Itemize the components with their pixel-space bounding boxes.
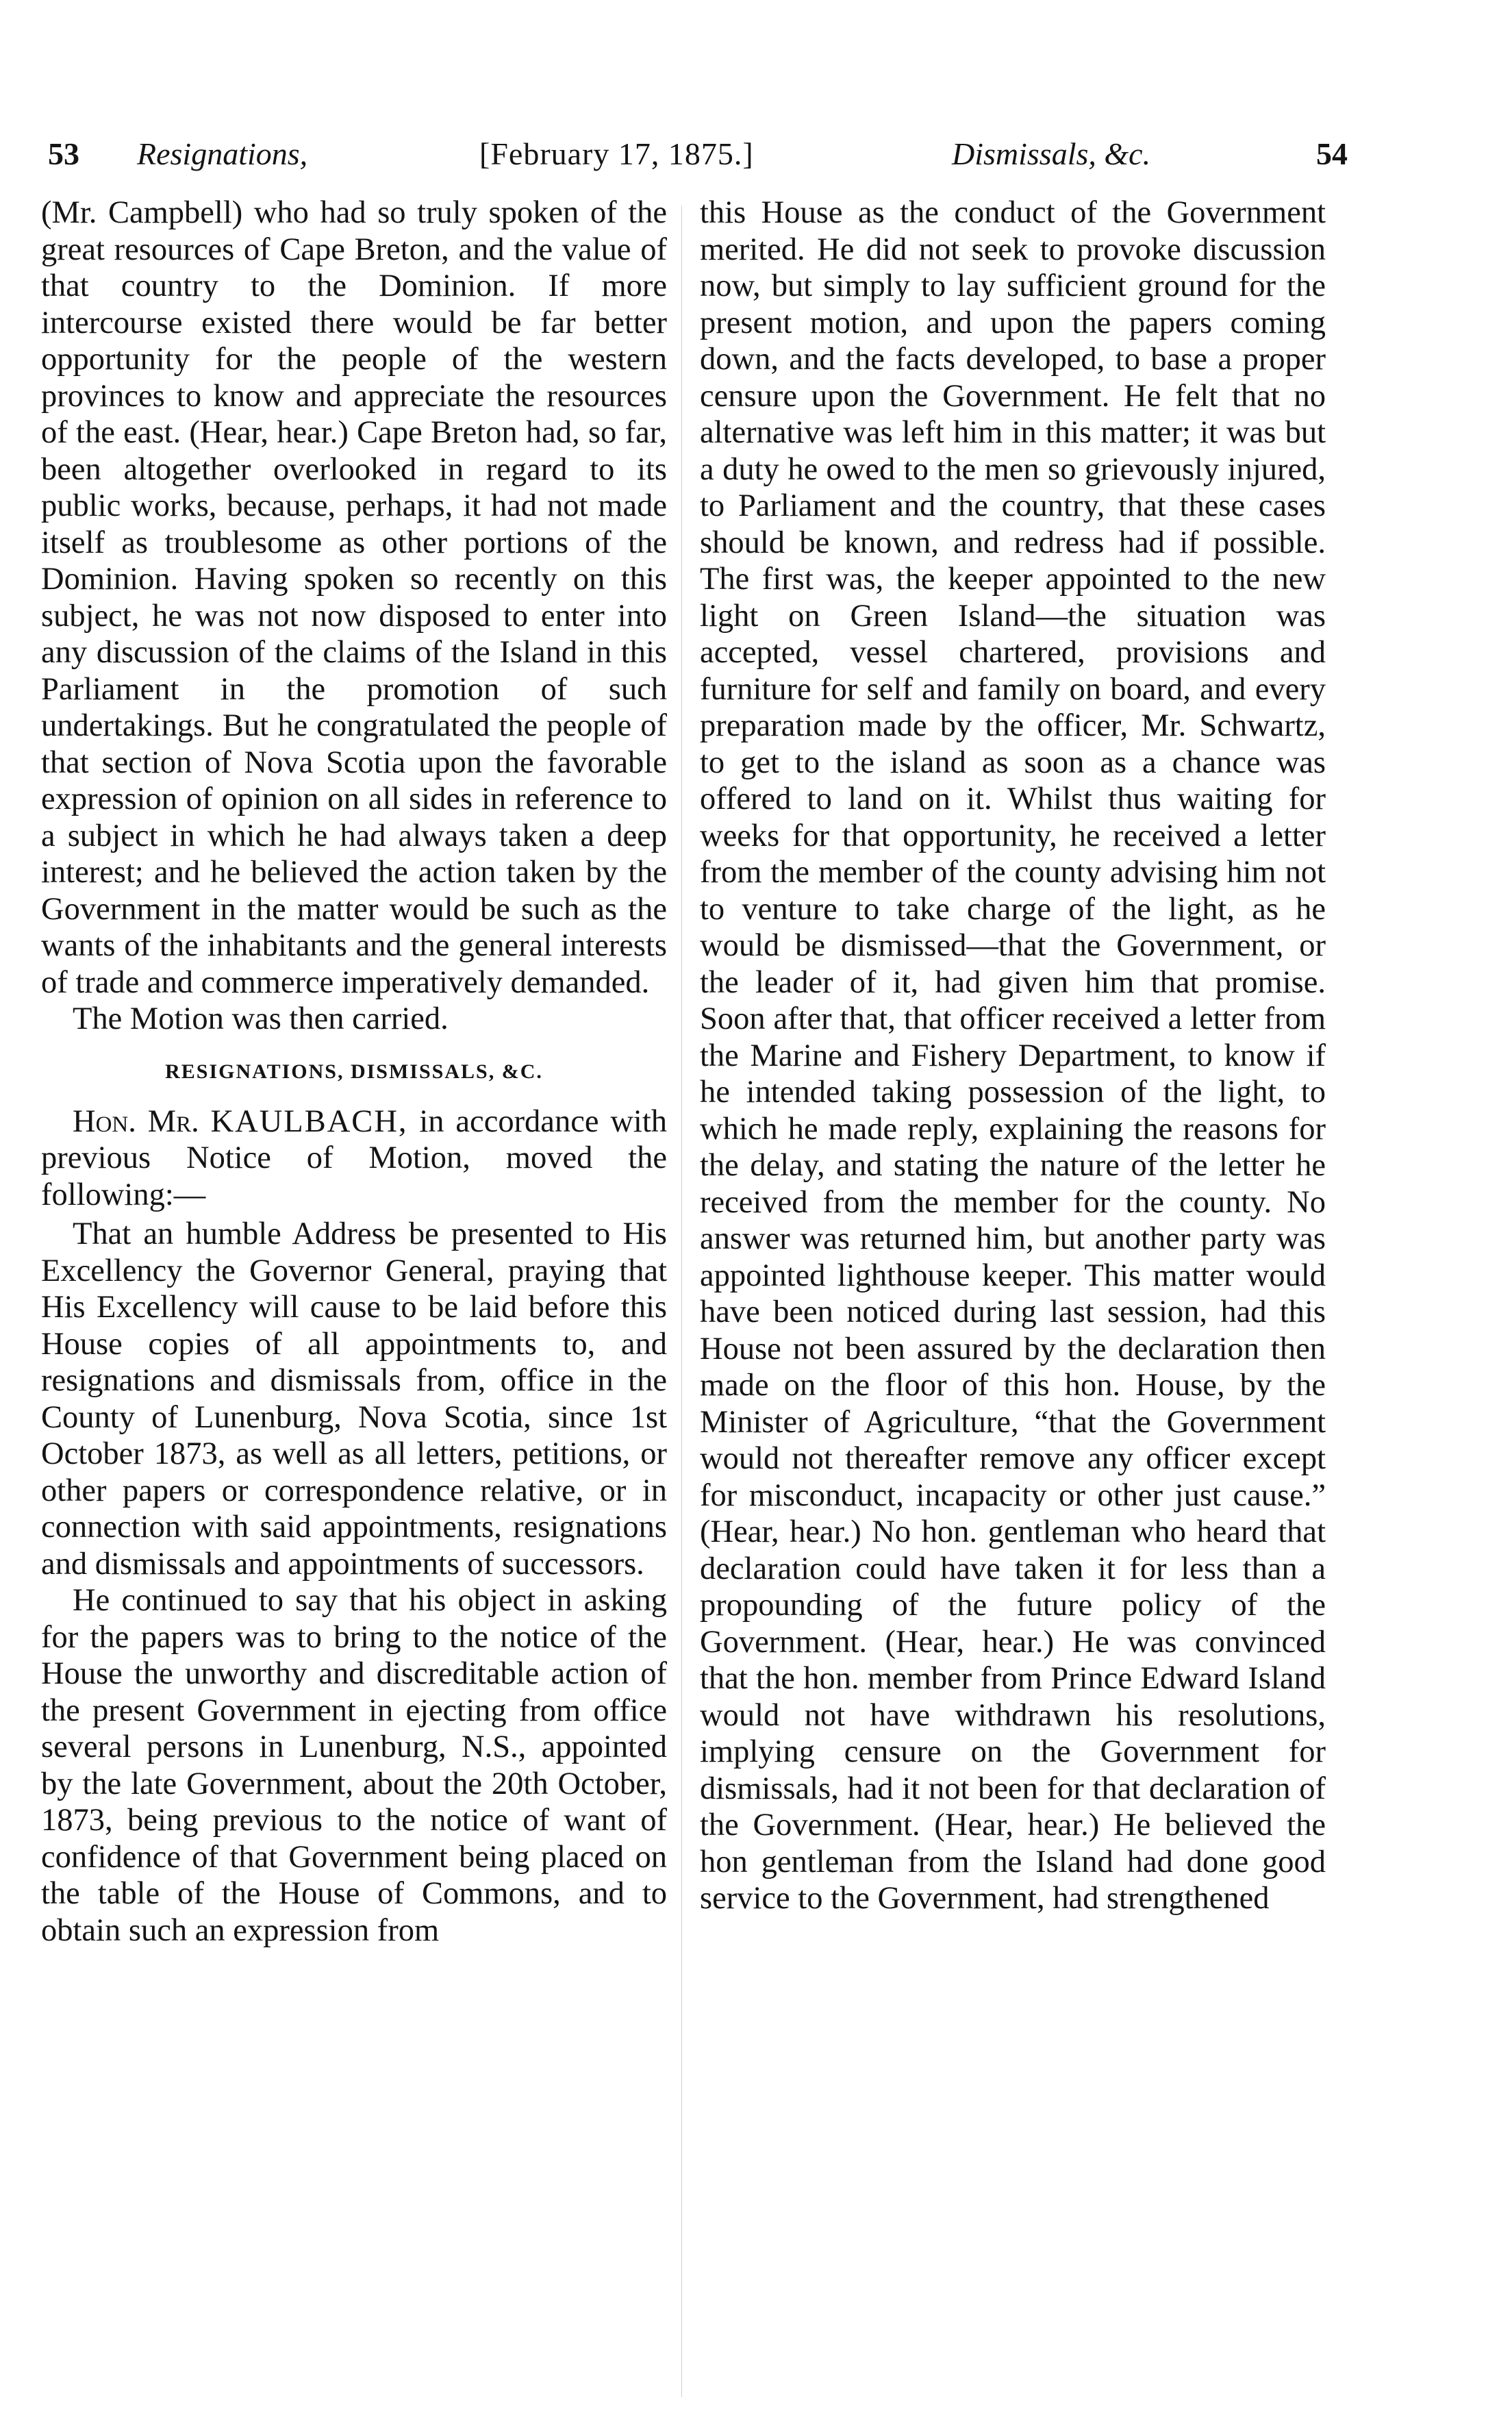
paragraph-kaulbach-object: He continued to say that his object in asking for the papers was to bring to the notice of the House the unworthy and discreditable action of the present Government in ejecting from office several persons in Lunenburg, N.S., appointed by the late Government, about the 20th October, 1873, being previous to the notice of want of confidence of that Government being placed on the table of the House of Commons, and to obtain such an expression from (41, 1583, 667, 1948)
right-page-number: 54 (1316, 136, 1348, 171)
running-head (48, 136, 1348, 184)
speaker-honorific: Hon. Mr. (73, 1103, 199, 1139)
speaker-intro: in accordance with previous Notice of Motion, moved the following:— (41, 1103, 667, 1212)
column-divider (681, 205, 682, 2397)
speaker-paragraph (41, 1103, 667, 1214)
motion-text: That an humble Address be presented to His Excellency the Governor General, praying that His Excellency will cause to be laid before this House copies of all appointments to, and resignations and dismissals from, office in the County of Lunenburg, Nova Scotia, since 1st October 1873, as well as all letters, petitions, or other papers or correspondence relative, or in connection with said appointments, resignations and dismissals and appointments of successors. (41, 1216, 667, 1582)
motion-carried: The Motion was then carried. (73, 1001, 449, 1036)
speaker-name: KAULBACH, (210, 1103, 408, 1139)
left-column (41, 195, 667, 1949)
left-page-number: 53 (48, 136, 79, 171)
paragraph-kaulbach-continued: this House as the conduct of the Government merited. He did not seek to provoke discussion now, but simply to lay sufficient ground for the present motion, and upon the papers coming down, and the facts developed, to base a proper censure upon the Government. He felt that no alternative was left him in this matter; it was but a duty he owed to the men so grievously injured, to Parliament and the country, that these cases should be known, and redress had if possible. The first was, the keeper appointed to the new light on Green Island—the situation was accepted, vessel chartered, provisions and furniture for self and family on board, and every preparation made by the officer, Mr. Schwartz, to get to the island as soon as a chance was offered to land on it. Whilst thus waiting for weeks for that opportunity, he received a letter from the member of the county advising him not to venture to take charge of the light, as he would be dismissed—that the Government, or the leader of it, had given him that promise. Soon after that, that officer received a letter from the Marine and Fishery Department, to know if he intended taking possession of the light, to which he made reply, explaining the reasons for the delay, and stating the nature of the letter he received from the member for the county. No answer was returned him, but another party was appointed lighthouse keeper. This matter would have been noticed during last session, had this House not been assured by the declaration then made on the floor of this hon. House, by the Minister of Agriculture, “that the Government would not thereafter remove any officer except for misconduct, incapacity or other just cause.” (Hear, hear.) No hon. gentleman who heard that declaration could have taken it for less than a propounding of the future policy of the Government. (Hear, hear.) He was convinced that the hon. member from Prince Edward Island would not have withdrawn his resolutions, implying censure on the Government for dismissals, had it not been for that declaration of the Government. (Hear, hear.) He believed the hon gentleman from the Island had done good service to the Government, had strengthened (700, 195, 1326, 1916)
right-column (700, 195, 1326, 1917)
left-running-title: Resignations, (137, 136, 308, 171)
paragraph-campbell-reply: (Mr. Campbell) who had so truly spoken of the great resources of Cape Breton, and the value of that country to the Dominion. If more intercourse existed there would be far better opportunity for the people of the western provinces to know and appreciate the resources of the east. (Hear, hear.) Cape Breton had, so far, been altogether overlooked in regard to its public works, because, perhaps, it had not made itself as troublesome as other portions of the Dominion. Having spoken so recently on this subject, he was not now disposed to enter into any discussion of the claims of the Island in this Parliament in the promotion of such undertakings. But he congratulated the people of that section of Nova Scotia upon the favorable expression of opinion on all sides in reference to a subject in which he had always taken a deep interest; and he believed the action taken by the Government in the matter would be such as the wants of the inhabitants and the general interests of trade and commerce imperatively demanded. (41, 195, 667, 1000)
right-running-title: Dismissals, &c. (952, 136, 1151, 171)
header-date: [February 17, 1875.] (479, 136, 754, 171)
section-heading: RESIGNATIONS, DISMISSALS, &C. (165, 1060, 543, 1083)
